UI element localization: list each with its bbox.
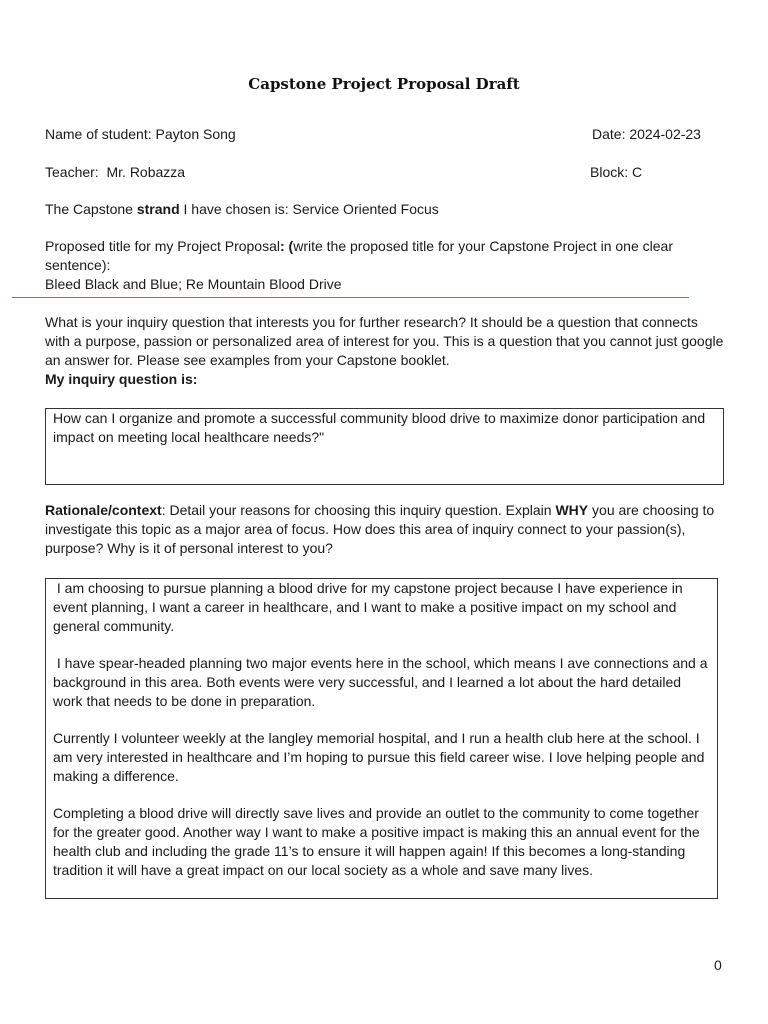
rationale-answer-box[interactable] [45, 578, 718, 899]
teacher-line [45, 163, 185, 182]
strand-bold-word: strand [136, 201, 180, 217]
date-label: Date: [592, 126, 630, 142]
strand-value: Service Oriented Focus [292, 201, 439, 217]
proposed-title-prompt [45, 237, 695, 275]
block-line [590, 163, 642, 182]
rationale-prompt [45, 501, 725, 558]
student-name-value: Payton Song [155, 126, 236, 142]
title-prompt-rest: write the proposed title for your Capstone Project in one clear sentence): [45, 238, 673, 273]
section-divider [12, 297, 689, 298]
student-name-label: Name of student: [45, 126, 156, 142]
date-line [592, 125, 701, 144]
proposed-title-value: Bleed Black and Blue; Re Mountain Blood Drive [45, 276, 342, 292]
inquiry-label-text: My inquiry question is: [45, 371, 198, 387]
rationale-paragraph-2: I have spear-headed planning two major events here in the school, which means I ave connections and a background in this area. Both events were very successful, and I learned a lot about the hard detailed work that needs to be done in preparation. [53, 655, 712, 709]
inquiry-prompt: What is your inquiry question that interests you for further research? It should be a question that connects with a purpose, passion or personalized area of interest for you. This is a question that you cannot just google an answer for. Please see examples from your Capstone booklet. [45, 314, 724, 368]
title-prompt-prefix: Proposed title for my Project Proposal [45, 238, 280, 254]
strand-line [45, 200, 439, 219]
page-number: 0 [714, 957, 722, 973]
teacher-value: Mr. Robazza [106, 164, 186, 180]
block-label: Block: [590, 164, 633, 180]
inquiry-answer-box[interactable] [45, 408, 724, 485]
teacher-label: Teacher: [45, 164, 107, 180]
rationale-prompt-why: WHY [555, 502, 589, 518]
document-title: Capstone Project Proposal Draft [248, 75, 520, 93]
strand-suffix: I have chosen is: [179, 201, 293, 217]
rationale-prompt-a: : Detail your reasons for choosing this inquiry question. Explain [161, 502, 556, 518]
strand-prefix: The Capstone [45, 201, 137, 217]
date-value: 2024-02-23 [629, 126, 701, 142]
rationale-paragraph-1: I am choosing to pursue planning a blood drive for my capstone project because I have experience in event planning, I want a career in healthcare, and I want to make a positive impact on my school and general community. [53, 580, 687, 634]
inquiry-answer-text: How can I organize and promote a successful community blood drive to maximize donor participation and impact on meeting local healthcare needs?" [53, 410, 706, 445]
rationale-paragraph-4: Completing a blood drive will directly save lives and provide an outlet to the community to come together for the greater good. Another way I want to make a positive impact is making this an annual event for the health club and including the grade 11’s to ensure it will happen again! If this becomes a long-standing tradition it will have a great impact on our local society as a whole and save many lives. [53, 805, 700, 878]
title-prompt-colon: : ( [280, 238, 294, 254]
rationale-label: Rationale/context [45, 502, 162, 518]
rationale-paragraph-3: Currently I volunteer weekly at the langley memorial hospital, and I run a health club here at the school. I am very interested in healthcare and I’m hoping to pursue this field career wise. I love helping people and making a difference. [53, 730, 705, 784]
rationale-prompt-b: you are choosing to investigate this topic as a major area of focus. How does this area of inquiry connect to your passion(s), purpose? Why is it of personal interest to you? [45, 502, 715, 556]
block-value: C [632, 164, 643, 180]
inquiry-label [45, 370, 197, 389]
student-name-line [45, 125, 236, 144]
